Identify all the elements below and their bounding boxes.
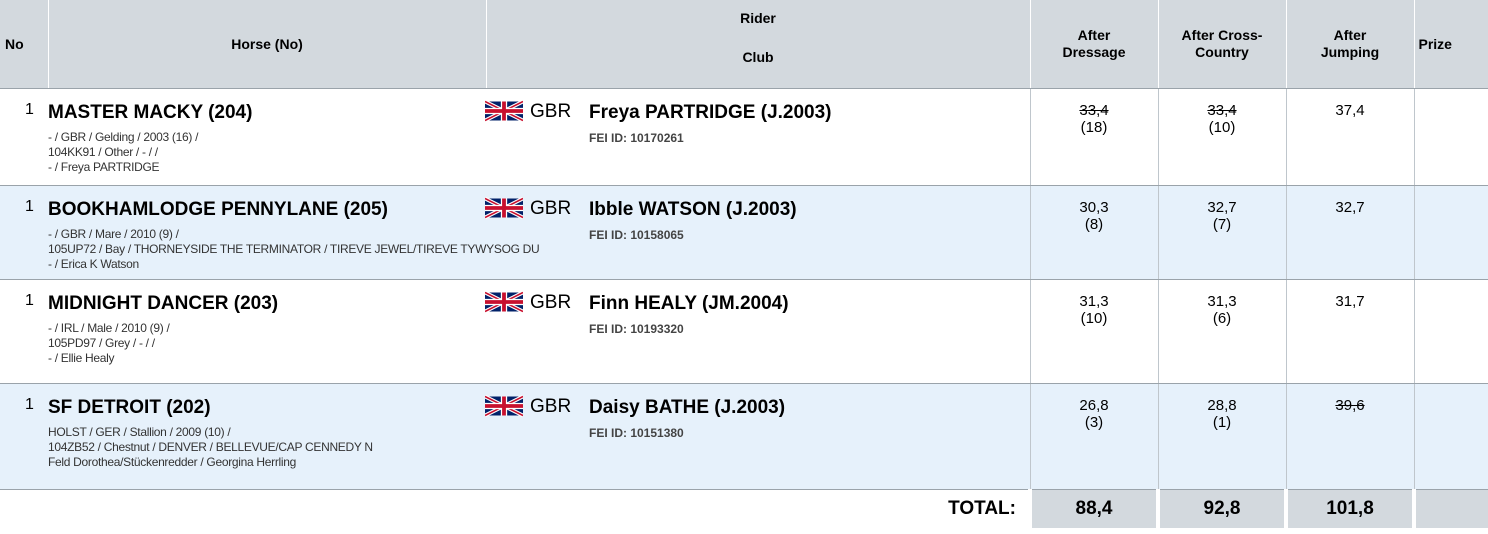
country-code: GBR [530,396,572,417]
horse-details-line: Feld Dorothea/Stückenredder / Georgina Herrling [48,455,297,469]
horse-rider-cell [48,89,1030,186]
score-cross-country [1158,186,1286,280]
horse-details-line: - / IRL / Male / 2010 (9) / [48,321,170,335]
horse-name[interactable]: MASTER MACKY (204) [48,102,253,123]
table-header [0,0,1488,89]
score-position: (10) [1208,119,1236,136]
score-value: 33,4 [1079,102,1109,119]
horse-details [48,227,539,272]
rank-value: 1 [25,101,34,118]
rank [0,384,48,490]
score-cross-country [1158,89,1286,186]
header-rider-club [486,0,1030,89]
score-value: 28,8 [1207,397,1237,414]
uk-flag-icon [485,291,523,313]
rank-value: 1 [25,198,34,215]
score-dressage [1030,186,1158,280]
horse-details-line: 104KK91 / Other / - / / [48,145,158,159]
header-prize: Prize [1414,0,1488,89]
header-after-cross-country: After Cross-Country [1158,0,1286,89]
rank-value: 1 [25,396,34,413]
header-horse: Horse (No) [48,0,486,89]
total-cross-country: 92,8 [1158,490,1286,529]
rank [0,186,48,280]
score-value: 32,7 [1207,199,1237,216]
rank-value: 1 [25,292,34,309]
score-value: 37,4 [1335,102,1365,119]
total-prize [1414,490,1488,529]
horse-details-line: - / Ellie Healy [48,351,115,365]
horse-name[interactable]: MIDNIGHT DANCER (203) [48,293,279,314]
total-dressage: 88,4 [1030,490,1158,529]
horse-details-line: 105PD97 / Grey / - / / [48,336,155,350]
header-rider: Rider [740,10,776,26]
uk-flag-icon [485,197,523,219]
horse-details-line: - / Erica K Watson [48,257,139,271]
horse-details [48,425,373,470]
score-cross-country [1158,280,1286,384]
score-position: (3) [1084,414,1104,431]
country-code: GBR [530,198,572,219]
horse-rider-cell [48,280,1030,384]
score-value: 39,6 [1335,397,1365,414]
horse-details [48,130,198,175]
uk-flag-icon [485,395,523,417]
fei-id: FEI ID: 10158065 [589,228,684,242]
header-after-jumping: After Jumping [1286,0,1414,89]
fei-id: FEI ID: 10193320 [589,322,684,336]
score-jumping [1286,89,1414,186]
score-dressage [1030,89,1158,186]
table-row [0,280,1488,384]
country-code: GBR [530,101,572,122]
rank [0,89,48,186]
score-value: 31,7 [1335,293,1365,310]
score-value: 26,8 [1079,397,1109,414]
header-after-dressage: After Dressage [1030,0,1158,89]
fei-id: FEI ID: 10170261 [589,131,684,145]
rider-name[interactable]: Finn HEALY (JM.2004) [589,293,789,314]
score-position: (7) [1212,216,1232,233]
prize-cell [1414,384,1488,490]
total-jumping: 101,8 [1286,490,1414,529]
score-jumping [1286,186,1414,280]
prize-cell [1414,280,1488,384]
horse-name[interactable]: BOOKHAMLODGE PENNYLANE (205) [48,199,388,220]
fei-id: FEI ID: 10151380 [589,426,684,440]
score-dressage [1030,280,1158,384]
horse-details-line: - / Freya PARTRIDGE [48,160,160,174]
horse-name[interactable]: SF DETROIT (202) [48,397,211,418]
score-value: 31,3 [1079,293,1109,310]
table-row [0,384,1488,490]
score-position: (1) [1212,414,1232,431]
horse-details-line: - / GBR / Gelding / 2003 (16) / [48,130,199,144]
score-position: (8) [1084,216,1104,233]
horse-details [48,321,170,366]
score-jumping [1286,384,1414,490]
prize-cell [1414,89,1488,186]
horse-rider-cell [48,186,1030,280]
horse-details-line: 104ZB52 / Chestnut / DENVER / BELLEVUE/CAP CENNEDY N [48,440,373,454]
score-position: (10) [1080,310,1108,327]
horse-details-line: - / GBR / Mare / 2010 (9) / [48,227,179,241]
rider-name[interactable]: Daisy BATHE (J.2003) [589,397,786,418]
table-row [0,89,1488,186]
score-dressage [1030,384,1158,490]
score-position: (18) [1080,119,1108,136]
score-value: 33,4 [1207,102,1237,119]
total-label: TOTAL: [948,498,1016,519]
score-value: 32,7 [1335,199,1365,216]
score-value: 31,3 [1207,293,1237,310]
rank [0,280,48,384]
horse-rider-cell [48,384,1030,490]
header-club: Club [742,49,774,65]
country-code: GBR [530,292,572,313]
total-row [0,490,1488,529]
prize-cell [1414,186,1488,280]
score-cross-country [1158,384,1286,490]
uk-flag-icon [485,100,523,122]
rider-name[interactable]: Freya PARTRIDGE (J.2003) [589,102,832,123]
score-value: 30,3 [1079,199,1109,216]
score-jumping [1286,280,1414,384]
horse-details-line: HOLST / GER / Stallion / 2009 (10) / [48,425,231,439]
score-position: (6) [1212,310,1232,327]
table-row [0,186,1488,280]
horse-details-line: 105UP72 / Bay / THORNEYSIDE THE TERMINATOR / TIREVE JEWEL/TIREVE TYWYSOG DU [48,242,540,256]
header-no: No [0,0,48,89]
rider-name[interactable]: Ibble WATSON (J.2003) [589,199,797,220]
